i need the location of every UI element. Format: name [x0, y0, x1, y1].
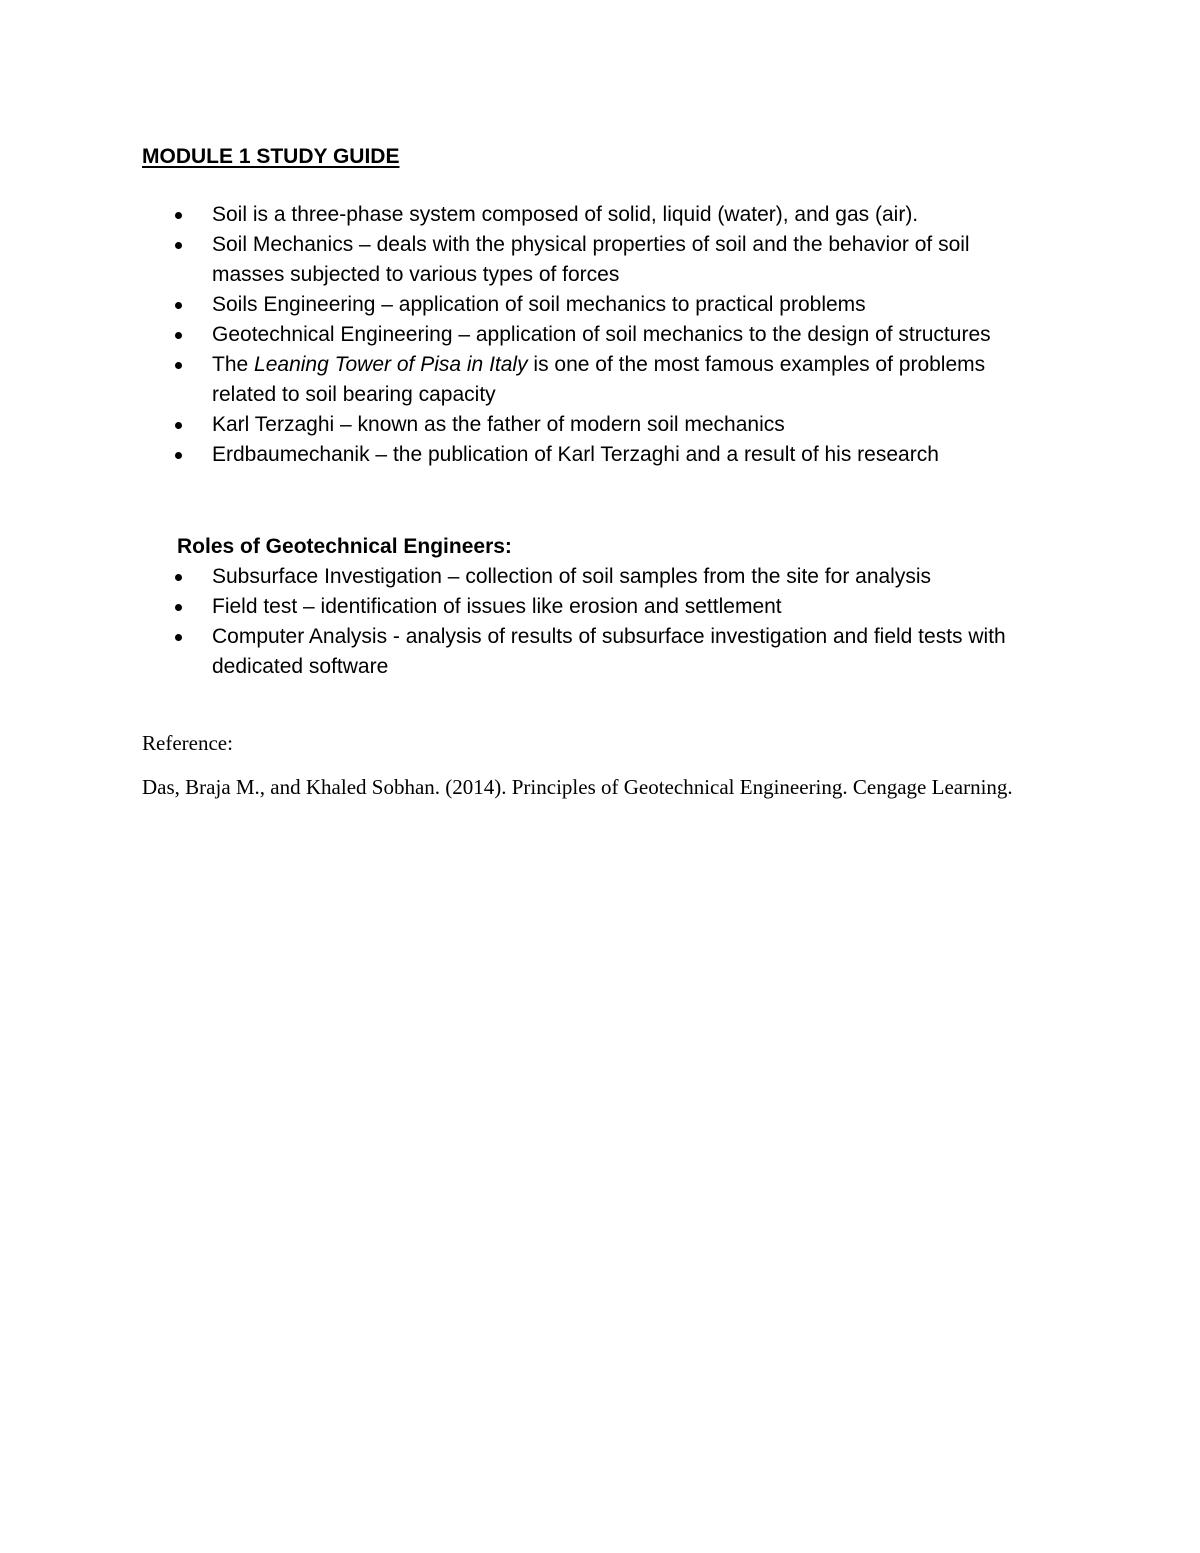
- list-item: [142, 410, 1042, 440]
- bullet-icon: [175, 422, 182, 429]
- list-item-prefix: The: [212, 353, 255, 376]
- list-item: [142, 592, 1042, 622]
- list-item-text: Soil is a three-phase system composed of solid, liquid (water), and gas (air).: [212, 203, 919, 226]
- roles-list: [142, 562, 1042, 682]
- list-item-text: Soil Mechanics – deals with the physical properties of soil and the behavior of soil masses subjected to various types of forces: [212, 233, 970, 286]
- roles-heading: Roles of Geotechnical Engineers:: [177, 535, 512, 558]
- list-item-text: Karl Terzaghi – known as the father of modern soil mechanics: [212, 413, 785, 436]
- bullet-icon: [175, 332, 182, 339]
- bullet-icon: [175, 634, 182, 641]
- list-item-text: Subsurface Investigation – collection of soil samples from the site for analysis: [212, 565, 932, 588]
- list-item: [142, 562, 1042, 592]
- bullet-icon: [175, 574, 182, 581]
- list-item: [142, 230, 1042, 290]
- list-item: [142, 200, 1042, 230]
- bullet-icon: [175, 212, 182, 219]
- list-item: [142, 320, 1042, 350]
- list-item-text: Geotechnical Engineering – application of soil mechanics to the design of structures: [212, 323, 991, 346]
- reference-citation: Das, Braja M., and Khaled Sobhan. (2014). Principles of Geotechnical Engineering. Cengage Learning.: [142, 775, 1013, 799]
- list-item: [142, 440, 1042, 470]
- bullet-icon: [175, 604, 182, 611]
- list-item-suffix: is one of the most famous examples of problems related to soil bearing capacity: [212, 353, 986, 406]
- list-item: [142, 290, 1042, 320]
- list-item-italic: Leaning Tower of Pisa in Italy: [254, 353, 528, 376]
- definitions-list: [142, 200, 1042, 470]
- reference-label: Reference:: [142, 731, 233, 755]
- bullet-icon: [175, 302, 182, 309]
- list-item-text: Soils Engineering – application of soil mechanics to practical problems: [212, 293, 866, 316]
- list-item-text: Erdbaumechanik – the publication of Karl Terzaghi and a result of his research: [212, 443, 939, 466]
- bullet-icon: [175, 242, 182, 249]
- list-item-text: Computer Analysis - analysis of results of subsurface investigation and field tests with dedicated software: [212, 625, 1006, 678]
- list-item-text: Field test – identification of issues like erosion and settlement: [212, 595, 782, 618]
- bullet-icon: [175, 452, 182, 459]
- list-item: [142, 622, 1042, 682]
- page-title: MODULE 1 STUDY GUIDE: [142, 145, 400, 168]
- bullet-icon: [175, 362, 182, 369]
- list-item: [142, 350, 1042, 410]
